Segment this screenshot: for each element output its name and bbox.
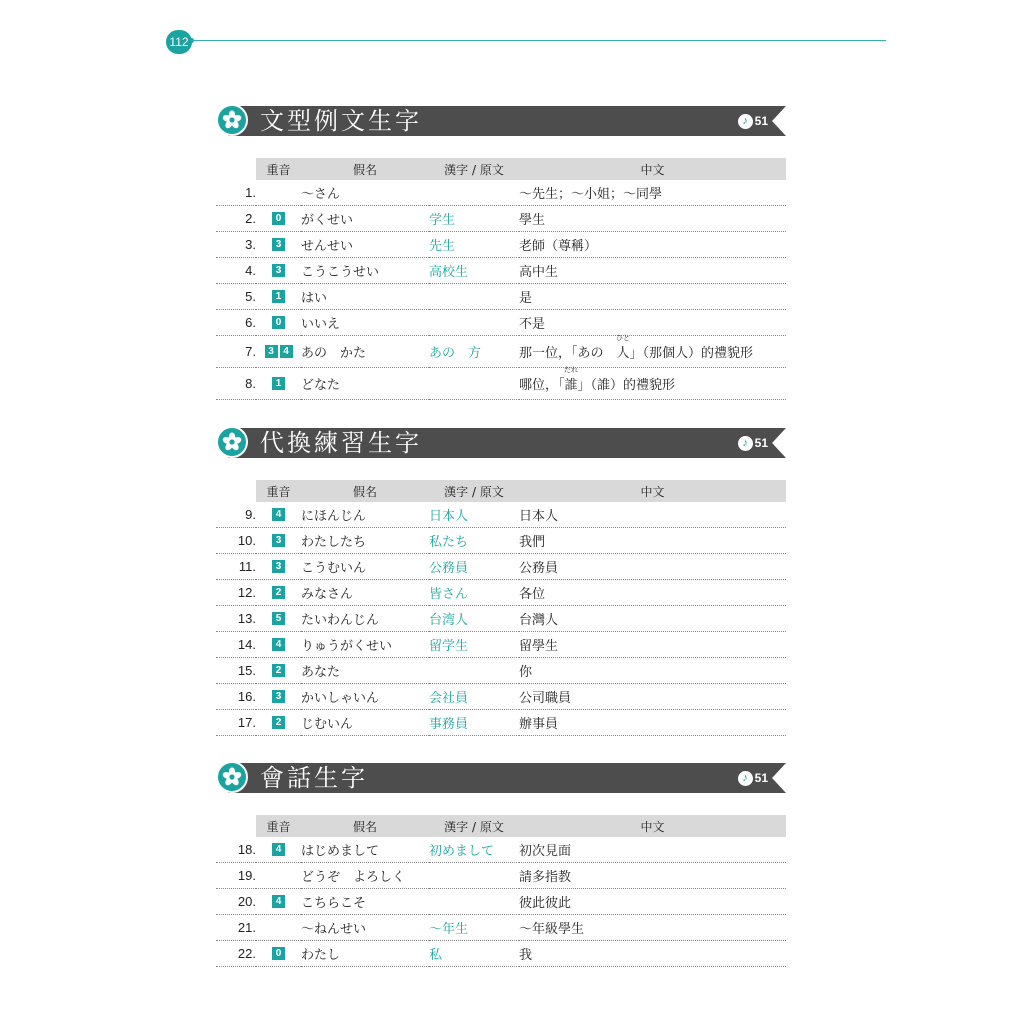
ruby-reading: だれ bbox=[564, 366, 579, 374]
accent-badge: 0 bbox=[272, 212, 285, 225]
kanji-cell bbox=[429, 368, 519, 400]
row-number: 12. bbox=[216, 580, 256, 606]
accent-cell bbox=[256, 658, 301, 684]
accent-cell bbox=[256, 915, 301, 941]
vocab-table bbox=[216, 480, 786, 736]
table-header-row bbox=[216, 815, 786, 837]
kana-cell: にほんじん bbox=[301, 502, 429, 528]
row-number: 3. bbox=[216, 232, 256, 258]
flower-shape bbox=[222, 432, 242, 452]
kanji-cell: 先生 bbox=[429, 232, 519, 258]
section-banner bbox=[216, 104, 786, 138]
kanji-cell: 台湾人 bbox=[429, 606, 519, 632]
row-number: 13. bbox=[216, 606, 256, 632]
table-row bbox=[216, 863, 786, 889]
chinese-text-post: 」（那個人）的禮貌形 bbox=[629, 346, 754, 361]
chinese-cell: 辦事員 bbox=[519, 710, 786, 736]
row-number: 5. bbox=[216, 284, 256, 310]
kanji-cell: 会社員 bbox=[429, 684, 519, 710]
row-number: 14. bbox=[216, 632, 256, 658]
kana-cell: どうぞ よろしく bbox=[301, 863, 429, 889]
section-title: 代換練習生字 bbox=[260, 429, 422, 457]
ruby-base: 誰 bbox=[564, 378, 578, 393]
table-row bbox=[216, 580, 786, 606]
chinese-cell: 〜年級學生 bbox=[519, 915, 786, 941]
kana-cell: たいわんじん bbox=[301, 606, 429, 632]
kanji-cell: あの 方 bbox=[429, 336, 519, 368]
track-number: 51 bbox=[754, 114, 768, 128]
table-row bbox=[216, 336, 786, 368]
kana-cell: りゅうがくせい bbox=[301, 632, 429, 658]
chinese-cell: 學生 bbox=[519, 206, 786, 232]
header-chinese: 中文 bbox=[519, 158, 786, 180]
accent-cell bbox=[256, 837, 301, 863]
accent-badge: 0 bbox=[272, 316, 285, 329]
kana-cell: みなさん bbox=[301, 580, 429, 606]
accent-badge: 4 bbox=[272, 508, 285, 521]
row-number: 9. bbox=[216, 502, 256, 528]
row-number: 8. bbox=[216, 368, 256, 400]
vocab-table bbox=[216, 158, 786, 400]
accent-cell bbox=[256, 684, 301, 710]
table-row bbox=[216, 658, 786, 684]
table-row bbox=[216, 180, 786, 206]
accent-cell bbox=[256, 632, 301, 658]
kanji-cell bbox=[429, 889, 519, 915]
header-chinese: 中文 bbox=[519, 480, 786, 502]
chinese-cell: 請多指教 bbox=[519, 863, 786, 889]
table-row bbox=[216, 310, 786, 336]
row-number: 10. bbox=[216, 528, 256, 554]
row-number: 1. bbox=[216, 180, 256, 206]
accent-badge: 2 bbox=[272, 716, 285, 729]
kanji-cell: 学生 bbox=[429, 206, 519, 232]
vocab-section bbox=[216, 761, 786, 967]
kanji-cell bbox=[429, 310, 519, 336]
accent-badge: 5 bbox=[272, 612, 285, 625]
chinese-cell: 我們 bbox=[519, 528, 786, 554]
header-blank bbox=[216, 815, 256, 837]
row-number: 20. bbox=[216, 889, 256, 915]
row-number: 18. bbox=[216, 837, 256, 863]
kanji-cell: 公務員 bbox=[429, 554, 519, 580]
vocab-section bbox=[216, 426, 786, 736]
kana-cell: どなた bbox=[301, 368, 429, 400]
table-row bbox=[216, 632, 786, 658]
kanji-cell bbox=[429, 180, 519, 206]
header-blank bbox=[216, 158, 256, 180]
chinese-cell: 公務員 bbox=[519, 554, 786, 580]
accent-badge: 2 bbox=[272, 586, 285, 599]
audio-track[interactable] bbox=[738, 112, 768, 130]
table-row bbox=[216, 606, 786, 632]
flower-icon bbox=[216, 426, 248, 458]
kana-cell: かいしゃいん bbox=[301, 684, 429, 710]
kanji-cell bbox=[429, 658, 519, 684]
table-row bbox=[216, 915, 786, 941]
chinese-cell: 高中生 bbox=[519, 258, 786, 284]
accent-badge: 1 bbox=[272, 290, 285, 303]
audio-track[interactable] bbox=[738, 769, 768, 787]
accent-badge: 4 bbox=[280, 345, 293, 358]
table-row bbox=[216, 837, 786, 863]
vocab-section bbox=[216, 104, 786, 400]
kanji-cell: 高校生 bbox=[429, 258, 519, 284]
flower-shape bbox=[222, 767, 242, 787]
accent-cell bbox=[256, 284, 301, 310]
music-note-icon: ♪ bbox=[738, 436, 753, 451]
accent-cell bbox=[256, 710, 301, 736]
accent-badge: 3 bbox=[272, 264, 285, 277]
row-number: 4. bbox=[216, 258, 256, 284]
header-chinese: 中文 bbox=[519, 815, 786, 837]
ruby-base: 人 bbox=[616, 346, 630, 361]
table-row bbox=[216, 206, 786, 232]
table-row bbox=[216, 710, 786, 736]
accent-cell bbox=[256, 889, 301, 915]
accent-cell bbox=[256, 580, 301, 606]
accent-cell bbox=[256, 528, 301, 554]
kana-cell: いいえ bbox=[301, 310, 429, 336]
kanji-cell: 〜年生 bbox=[429, 915, 519, 941]
table-row bbox=[216, 528, 786, 554]
table-header-row bbox=[216, 480, 786, 502]
accent-badge: 0 bbox=[272, 947, 285, 960]
accent-cell bbox=[256, 232, 301, 258]
accent-cell bbox=[256, 606, 301, 632]
kanji-cell: 日本人 bbox=[429, 502, 519, 528]
kana-cell: こちらこそ bbox=[301, 889, 429, 915]
kana-cell: がくせい bbox=[301, 206, 429, 232]
table-row bbox=[216, 941, 786, 967]
music-note-icon: ♪ bbox=[738, 771, 753, 786]
row-number: 17. bbox=[216, 710, 256, 736]
kanji-cell: 留学生 bbox=[429, 632, 519, 658]
page-number: 112 bbox=[166, 30, 192, 54]
chinese-cell: 公司職員 bbox=[519, 684, 786, 710]
table-row bbox=[216, 284, 786, 310]
header-accent: 重音 bbox=[256, 158, 301, 180]
kanji-cell: 私 bbox=[429, 941, 519, 967]
track-number: 51 bbox=[754, 771, 768, 785]
accent-cell bbox=[256, 206, 301, 232]
row-number: 16. bbox=[216, 684, 256, 710]
row-number: 21. bbox=[216, 915, 256, 941]
kanji-cell: 皆さん bbox=[429, 580, 519, 606]
section-title: 會話生字 bbox=[260, 764, 368, 792]
kana-cell: 〜さん bbox=[301, 180, 429, 206]
vocab-table bbox=[216, 815, 786, 967]
kana-cell: はじめまして bbox=[301, 837, 429, 863]
chinese-cell bbox=[519, 336, 786, 368]
accent-badge: 3 bbox=[272, 534, 285, 547]
kana-cell: あなた bbox=[301, 658, 429, 684]
header-accent: 重音 bbox=[256, 480, 301, 502]
table-row bbox=[216, 684, 786, 710]
accent-cell bbox=[256, 258, 301, 284]
flower-icon bbox=[216, 104, 248, 136]
header-kanji: 漢字 / 原文 bbox=[429, 815, 519, 837]
kanji-cell bbox=[429, 284, 519, 310]
section-banner bbox=[216, 426, 786, 460]
kanji-cell: 事務員 bbox=[429, 710, 519, 736]
accent-cell bbox=[256, 336, 301, 368]
accent-cell bbox=[256, 180, 301, 206]
row-number: 11. bbox=[216, 554, 256, 580]
row-number: 15. bbox=[216, 658, 256, 684]
kana-cell: わたしたち bbox=[301, 528, 429, 554]
accent-badge: 4 bbox=[272, 638, 285, 651]
chinese-cell: 初次見面 bbox=[519, 837, 786, 863]
header-kanji: 漢字 / 原文 bbox=[429, 480, 519, 502]
chinese-cell: 〜先生；〜小姐；〜同學 bbox=[519, 180, 786, 206]
header-rule bbox=[190, 40, 886, 41]
chinese-cell bbox=[519, 368, 786, 400]
chinese-cell: 台灣人 bbox=[519, 606, 786, 632]
chinese-cell: 老師（尊稱） bbox=[519, 232, 786, 258]
row-number: 7. bbox=[216, 336, 256, 368]
row-number: 6. bbox=[216, 310, 256, 336]
accent-cell bbox=[256, 863, 301, 889]
accent-badge: 3 bbox=[265, 345, 278, 358]
section-title: 文型例文生字 bbox=[260, 107, 422, 135]
accent-badge: 4 bbox=[272, 895, 285, 908]
table-header-row bbox=[216, 158, 786, 180]
ruby-word bbox=[616, 334, 631, 361]
table-row bbox=[216, 258, 786, 284]
row-number: 2. bbox=[216, 206, 256, 232]
flower-icon bbox=[216, 761, 248, 793]
chinese-cell: 是 bbox=[519, 284, 786, 310]
table-row bbox=[216, 554, 786, 580]
accent-cell bbox=[256, 941, 301, 967]
accent-badge: 3 bbox=[272, 690, 285, 703]
chinese-text-pre: 那一位，「あの bbox=[519, 346, 617, 361]
header-kana: 假名 bbox=[301, 815, 429, 837]
chinese-cell: 你 bbox=[519, 658, 786, 684]
section-banner bbox=[216, 761, 786, 795]
header-blank bbox=[216, 480, 256, 502]
flower-shape bbox=[222, 110, 242, 130]
kana-cell: はい bbox=[301, 284, 429, 310]
accent-badge: 4 bbox=[272, 843, 285, 856]
accent-cell bbox=[256, 554, 301, 580]
row-number: 19. bbox=[216, 863, 256, 889]
accent-cell bbox=[256, 502, 301, 528]
kanji-cell: 初めまして bbox=[429, 837, 519, 863]
accent-cell bbox=[256, 368, 301, 400]
accent-badge: 1 bbox=[272, 377, 285, 390]
table-row bbox=[216, 232, 786, 258]
kana-cell: 〜ねんせい bbox=[301, 915, 429, 941]
kanji-cell bbox=[429, 863, 519, 889]
accent-cell bbox=[256, 310, 301, 336]
chinese-cell: 我 bbox=[519, 941, 786, 967]
chinese-cell: 彼此彼此 bbox=[519, 889, 786, 915]
music-note-icon: ♪ bbox=[738, 114, 753, 129]
chinese-cell: 留學生 bbox=[519, 632, 786, 658]
accent-badge: 2 bbox=[272, 664, 285, 677]
kanji-cell: 私たち bbox=[429, 528, 519, 554]
accent-badge: 3 bbox=[272, 238, 285, 251]
table-row bbox=[216, 368, 786, 400]
audio-track[interactable] bbox=[738, 434, 768, 452]
header-kanji: 漢字 / 原文 bbox=[429, 158, 519, 180]
header-kana: 假名 bbox=[301, 158, 429, 180]
chinese-cell: 各位 bbox=[519, 580, 786, 606]
chinese-cell: 日本人 bbox=[519, 502, 786, 528]
kana-cell: こうこうせい bbox=[301, 258, 429, 284]
header-kana: 假名 bbox=[301, 480, 429, 502]
table-row bbox=[216, 889, 786, 915]
chinese-text-pre: 哪位，「 bbox=[519, 378, 565, 393]
kana-cell: あの かた bbox=[301, 336, 429, 368]
row-number: 22. bbox=[216, 941, 256, 967]
ruby-word bbox=[564, 366, 579, 393]
track-number: 51 bbox=[754, 436, 768, 450]
table-row bbox=[216, 502, 786, 528]
kana-cell: じむいん bbox=[301, 710, 429, 736]
kana-cell: こうむいん bbox=[301, 554, 429, 580]
kana-cell: せんせい bbox=[301, 232, 429, 258]
chinese-cell: 不是 bbox=[519, 310, 786, 336]
header-accent: 重音 bbox=[256, 815, 301, 837]
accent-badge: 3 bbox=[272, 560, 285, 573]
kana-cell: わたし bbox=[301, 941, 429, 967]
ruby-reading: ひと bbox=[616, 334, 631, 342]
chinese-text-post: 」（誰）的禮貌形 bbox=[577, 378, 676, 393]
